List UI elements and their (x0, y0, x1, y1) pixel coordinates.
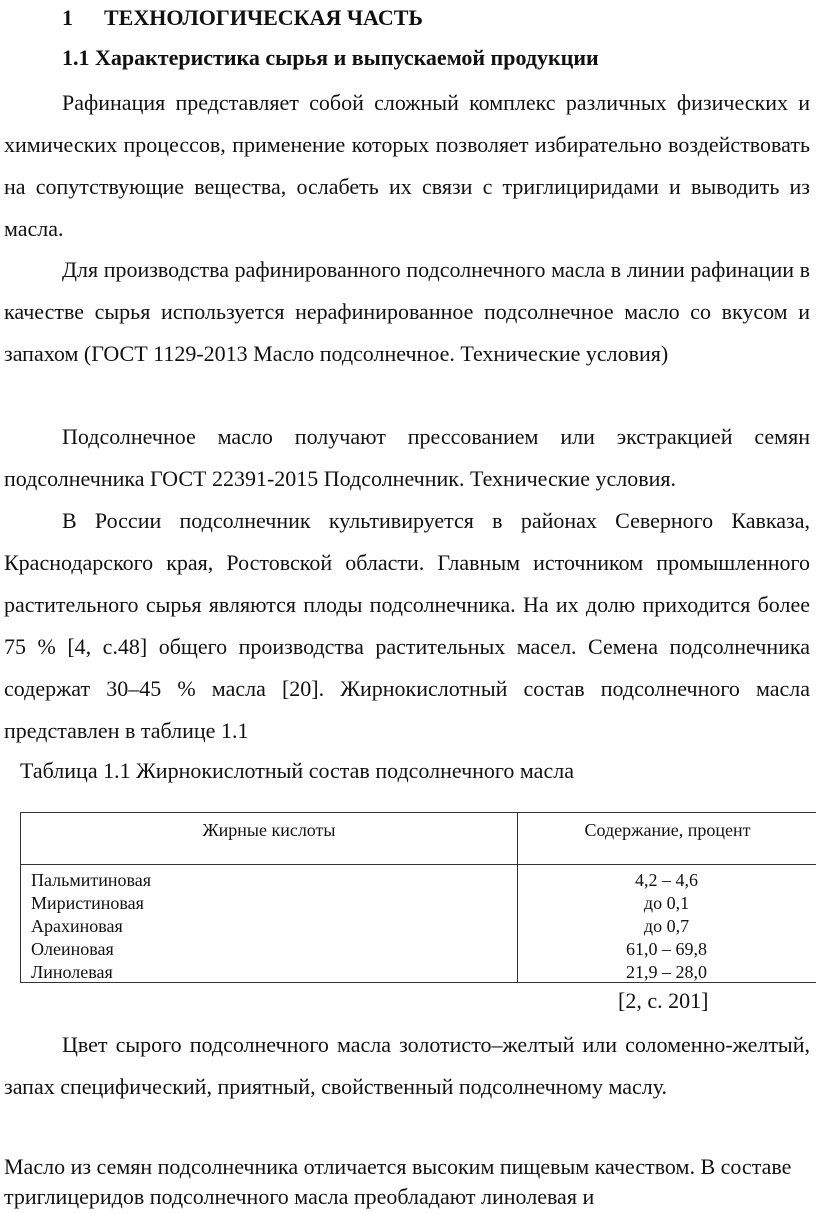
table-header-content: Содержание, процент (584, 820, 751, 840)
paragraph-quality: Масло из семян подсолнечника отличается высоким пищевым качеством. В составе триглицеридов подсолнечного масла преобладают линолевая и (4, 1154, 792, 1209)
paragraph-raw-material: Для производства рафинированного подсолнечного масла в линии рафинации в качестве сырья используется нерафинированное подсолнечное масло со вкусом и запахом (ГОСТ 1129-2013 Масло подсолнечное. Технические условия) (4, 257, 810, 366)
table-header-divider (21, 864, 816, 865)
table-cell-acid: Олеиновая (31, 939, 114, 959)
table-cell-acid: Пальмитиновая (31, 870, 152, 890)
table-column-acids (31, 869, 151, 984)
subsection-heading: 1.1 Характеристика сырья и выпускаемой продукции (62, 45, 599, 70)
table-cell-content: 4,2 – 4,6 (635, 870, 698, 890)
table-caption: Таблица 1.1 Жирнокислотный состав подсолнечного масла (20, 758, 574, 783)
table-cell-content: до 0,1 (643, 893, 690, 913)
paragraph-color: Цвет сырого подсолнечного масла золотисто–желтый или соломенно-желтый, запах специфический, приятный, свойственный подсолнечному маслу. (4, 1032, 810, 1099)
table-cell-acid: Линолевая (31, 962, 113, 982)
table-cell-content: 21,9 – 28,0 (626, 962, 707, 982)
table-cell-content: 61,0 – 69,8 (626, 939, 707, 959)
table-cell-acid: Миристиновая (31, 893, 144, 913)
section-number: 1 (62, 5, 73, 30)
section-heading (62, 4, 423, 32)
paragraph-production: Подсолнечное масло получают прессованием или экстракцией семян подсолнечника ГОСТ 22391-2015 Подсолнечник. Технические условия. (4, 424, 810, 491)
table-column-content (518, 869, 815, 984)
paragraph-refining: Рафинация представляет собой сложный комплекс различных физических и химических процессов, применение которых позволяет избирательно воздействовать на сопутствующие вещества, ослабеть их связи с триглициридами и выводить из масла. (4, 90, 810, 241)
table-cell-content: до 0,7 (643, 916, 690, 936)
fatty-acid-table (20, 812, 816, 983)
paragraph-russia: В России подсолнечник культивируется в районах Северного Кавказа, Краснодарского края, Ростовской области. Главным источником промышленного растительного сырья являются плоды подсолнечника. На их долю приходится более 75 % [4, с.48] общего производства растительных масел. Семена подсолнечника содержат 30–45 % масла [20]. Жирнокислотный состав подсолнечного масла представлен в таблице 1.1 (4, 508, 810, 743)
section-title: ТЕХНОЛОГИЧЕСКАЯ ЧАСТЬ (104, 5, 423, 30)
table-header-acids: Жирные кислоты (202, 820, 336, 840)
table-cell-acid: Арахиновая (31, 916, 123, 936)
table-source-reference: [2, с. 201] (618, 988, 709, 1013)
